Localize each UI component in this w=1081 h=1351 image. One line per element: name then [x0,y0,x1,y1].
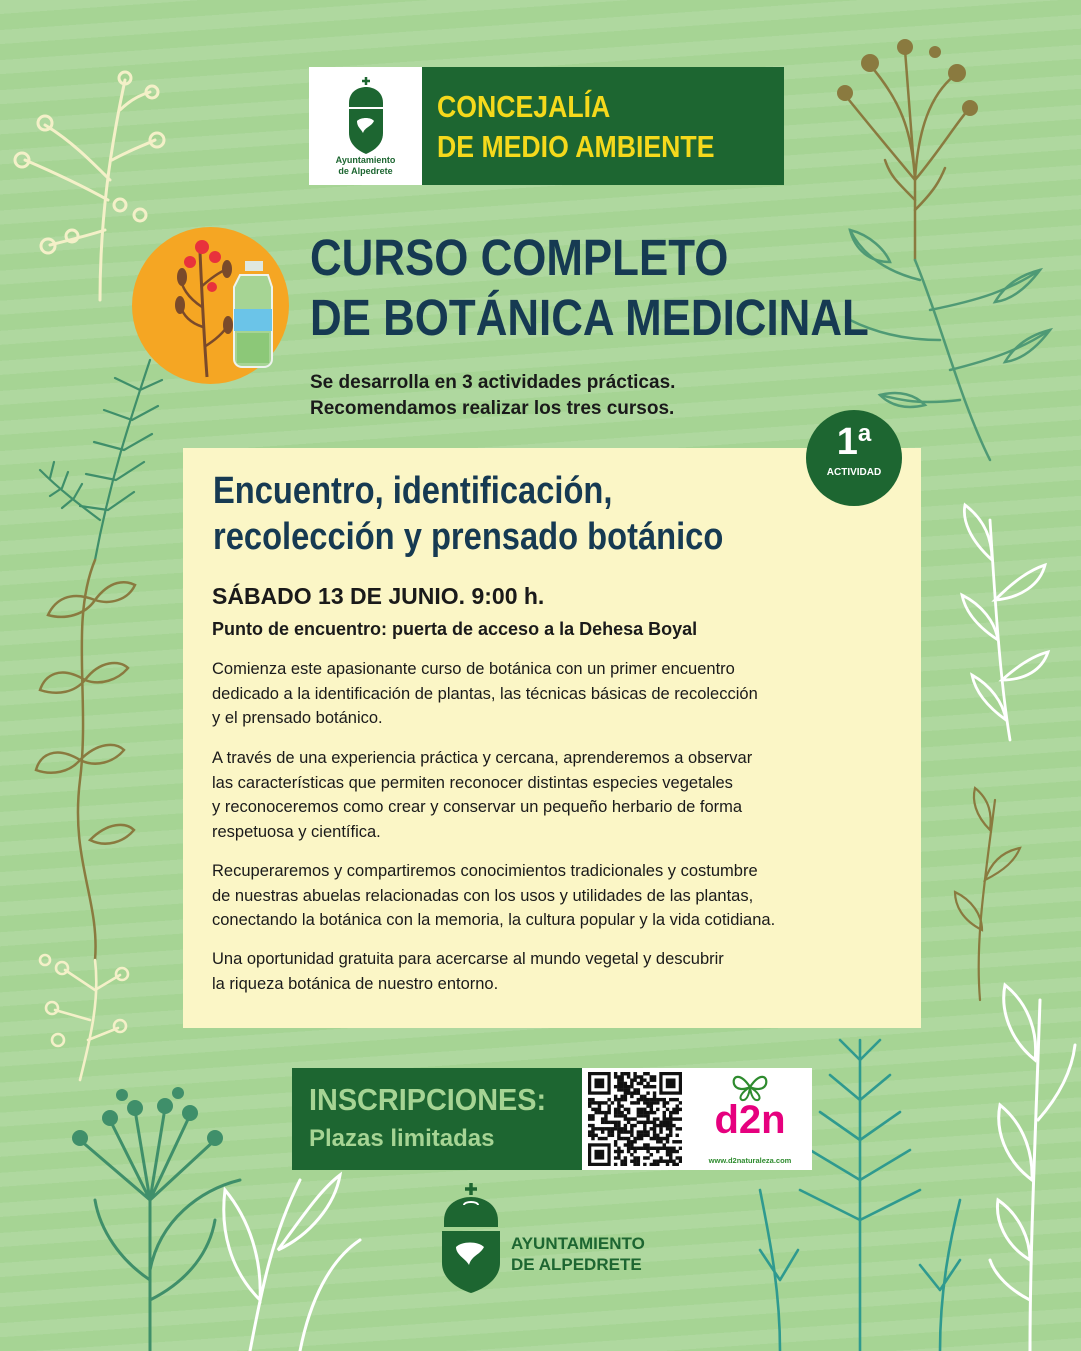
header-town-line2: de Alpedrete [338,166,393,176]
paragraph-line: la riqueza botánica de nuestro entorno. [212,974,499,993]
badge-ordinal: a [857,420,872,447]
course-subtitle-line2: Recomendamos realizar los tres cursos. [310,398,675,419]
activity-date: SÁBADO 13 DE JUNIO. 9:00 h. [212,583,545,609]
header-logo [309,67,422,185]
badge-number [806,422,902,462]
partner-name: d2n [714,1098,786,1142]
activity-badge [806,410,902,506]
header-town-line1: Ayuntamiento [335,155,396,165]
qr-code-icon[interactable] [588,1072,682,1166]
footer-town-name [511,1233,645,1275]
description-paragraph-1 [212,657,912,731]
activity-title [213,468,723,560]
course-title-line2: DE BOTÁNICA MEDICINAL [310,289,869,346]
coat-of-arms-icon [341,75,391,157]
badge-number-value: 1 [836,421,858,463]
paragraph-line: Recuperaremos y compartiremos conocimientos tradicionales y costumbre [212,862,758,880]
paragraph-line: las características que permiten reconocer distintas especies vegetales [212,773,733,792]
paragraph-line: Comienza este apasionante curso de botánica con un primer encuentro [212,660,735,678]
course-title-line1: CURSO COMPLETO [310,229,729,286]
department-title-line2: DE MEDIO AMBIENTE [437,129,715,164]
paragraph-line: y reconoceremos como crear y conservar un pequeño herbario de forma [212,798,743,816]
registration-qr-code[interactable] [582,1068,688,1170]
registration-title: INSCRIPCIONES: [309,1082,547,1117]
description-paragraph-2 [212,746,912,844]
department-title [437,87,714,167]
paragraph-line: Una oportunidad gratuita para acercarse al mundo vegetal y descubrir [212,950,724,968]
badge-label: ACTIVIDAD [826,467,882,478]
activity-title-line1: Encuentro, identificación, [213,470,613,512]
paragraph-line: dedicado a la identificación de plantas, las técnicas básicas de recolección [212,684,758,703]
header-banner [309,67,784,185]
paragraph-line: y el prensado botánico. [212,709,383,727]
paragraph-line: de nuestras abuelas relacionadas con los usos y utilidades de las plantas, [212,886,754,905]
paragraph-line: A través de una experiencia práctica y cercana, aprenderemos a observar [212,749,753,767]
paragraph-line: conectando la botánica con la memoria, la cultura popular y la vida cotidiana. [212,911,776,929]
bottle-icon [234,261,272,367]
footer-town-line1: AYUNTAMIENTO [511,1234,645,1253]
medicinal-herb-icon [175,240,233,377]
herb-bottle-illustration [132,227,289,384]
paragraph-line: respetuosa y científica. [212,822,381,841]
coat-of-arms-icon [438,1183,504,1295]
course-subtitle-line1: Se desarrolla en 3 actividades prácticas. [310,372,676,393]
description-paragraph-3 [212,859,912,933]
footer-town-line2: DE ALPEDRETE [511,1255,642,1274]
partner-logo[interactable] [688,1068,812,1170]
partner-url[interactable]: www.d2naturaleza.com [708,1156,792,1165]
registration-subtitle: Plazas limitadas [309,1125,495,1152]
course-title [310,228,869,348]
description-paragraph-4 [212,947,912,996]
course-subtitle [310,370,675,422]
activity-title-line2: recolección y prensado botánico [213,516,724,558]
meeting-point: Punto de encuentro: puerta de acceso a la Dehesa Boyal [212,619,698,639]
department-title-line1: CONCEJALÍA [437,89,611,124]
